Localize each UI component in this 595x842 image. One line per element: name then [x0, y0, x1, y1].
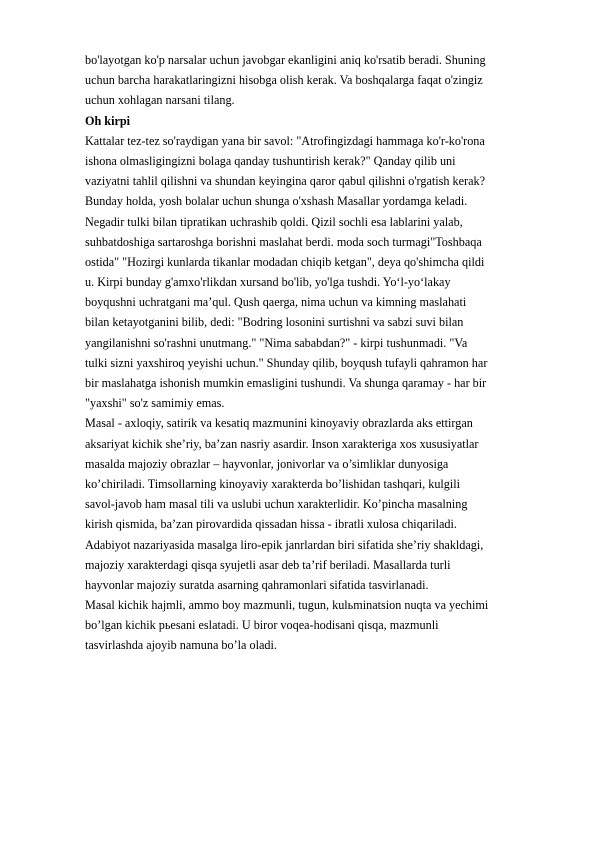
text-line: bir maslahatga ishonish mumkin emasligini tushundi. Va shunga qaramay - har bir: [85, 376, 487, 390]
paragraph: [85, 131, 550, 414]
text-line: kirish qismida, ba’zan pirovardida qissadan hissa - ibratli xulosa chiqariladi.: [85, 517, 457, 532]
paragraph: [85, 595, 550, 656]
paragraph: [85, 413, 550, 595]
text-line: tasvirlashda ajoyib namuna bo’la oladi.: [85, 638, 277, 653]
text-line: bo'layotgan ko'p narsalar uchun javobgar ekanligini aniq ko'rsatib beradi. Shuning: [85, 53, 486, 67]
text-line: Masal kichik hajmli, ammo boy mazmunli, tugun, kulьminatsion nuqta va yechimi: [85, 598, 489, 613]
text-line: savol-javob ham masal tili va uslubi uchun xarakterlidir. Ko’pincha masalning: [85, 497, 468, 512]
text-line: uchun barcha harakatlaringizni hisobga olish kerak. Va boshqalarga faqat o'zingiz: [85, 73, 483, 88]
text-line: Bunday holda, yosh bolalar uchun shunga o'xshash Masallar yordamga keladi.: [85, 194, 468, 209]
text-line: tulki sizni yaxshiroq yeyishi uchun." Shunday qilib, boyqush tufayli qahramon har: [85, 355, 488, 370]
text-line: Negadir tulki bilan tipratikan uchrashib qoldi. Qizil sochli esa lablarini yalab,: [85, 214, 463, 229]
text-line: uchun xohlagan narsani tilang.: [85, 93, 235, 108]
text-line: Kattalar tez-tez so'raydigan yana bir savol: "Atrofingizdagi hammaga ko'r-ko'rona: [85, 133, 485, 148]
text-line: Adabiyot nazariyasida masalga liro-epik janrlardan biri sifatida she’riy shakldagi,: [85, 537, 484, 552]
text-line: ostida" "Hozirgi kunlarda tikanlar modadan chiqib ketgan", deya qo'shimcha qildi: [85, 254, 485, 269]
text-line: bo’lgan kichik pьesani eslatadi. U biror voqea-hodisani qisqa, mazmunli: [85, 618, 439, 633]
text-line: suhbatdoshiga sartaroshga borishni maslahat berdi. moda soch turmagi"Toshbaqa: [85, 234, 482, 249]
text-line: boyqushni uchratgani ma’qul. Qush qaerga, nima uchun va kimning maslahati: [85, 295, 467, 310]
text-line: ishona olmasligingizni bolaga qanday tushuntirish kerak?" Qanday qilib uni: [85, 153, 456, 168]
text-line: Masal - axloqiy, satirik va kesatiq mazmunini kinoyaviy obrazlarda aks ettirgan: [85, 416, 473, 431]
text-line: yangilanishni so'rashni unutmang." "Nima sababdan?" - kirpi tushunmadi. "Va: [85, 335, 468, 350]
text-line: bilan ketayotganini bilib, dedi: "Bodring losonini surtishni va sabzi suvi bilan: [85, 315, 464, 330]
text-line: hayvonlar majoziy suratda asarning qahramonlari sifatida tasvirlanadi.: [85, 577, 429, 592]
text-line: vaziyatni tahlil qilishni va shundan keyingina qaror qabul qilishni o'rgatish kerak?: [85, 174, 486, 189]
section-heading: Oh kirpi: [85, 113, 131, 128]
text-line: masalda majoziy obrazlar – hayvonlar, jonivorlar va o’simliklar dunyosiga: [85, 456, 449, 471]
paragraph: [85, 50, 550, 111]
text-line: aksariyat kichik she’riy, ba’zan nasriy asardir. Inson xarakteriga xos xususiyatlar: [85, 436, 479, 451]
text-line: ko’chiriladi. Timsollarning kinoyaviy xarakterda bo’lishidan tashqari, kulgili: [85, 476, 461, 491]
document-page: [85, 50, 550, 656]
text-line: u. Kirpi bunday g'amxo'rlikdan xursand bo'lib, yo'lga tushdi. Yo‘l-yo‘lakay: [85, 275, 451, 290]
text-line: "yaxshi" so'z samimiy emas.: [85, 396, 225, 411]
text-line: majoziy xarakterdagi qisqa syujetli asar deb ta’rif beriladi. Masallarda turli: [85, 557, 451, 572]
